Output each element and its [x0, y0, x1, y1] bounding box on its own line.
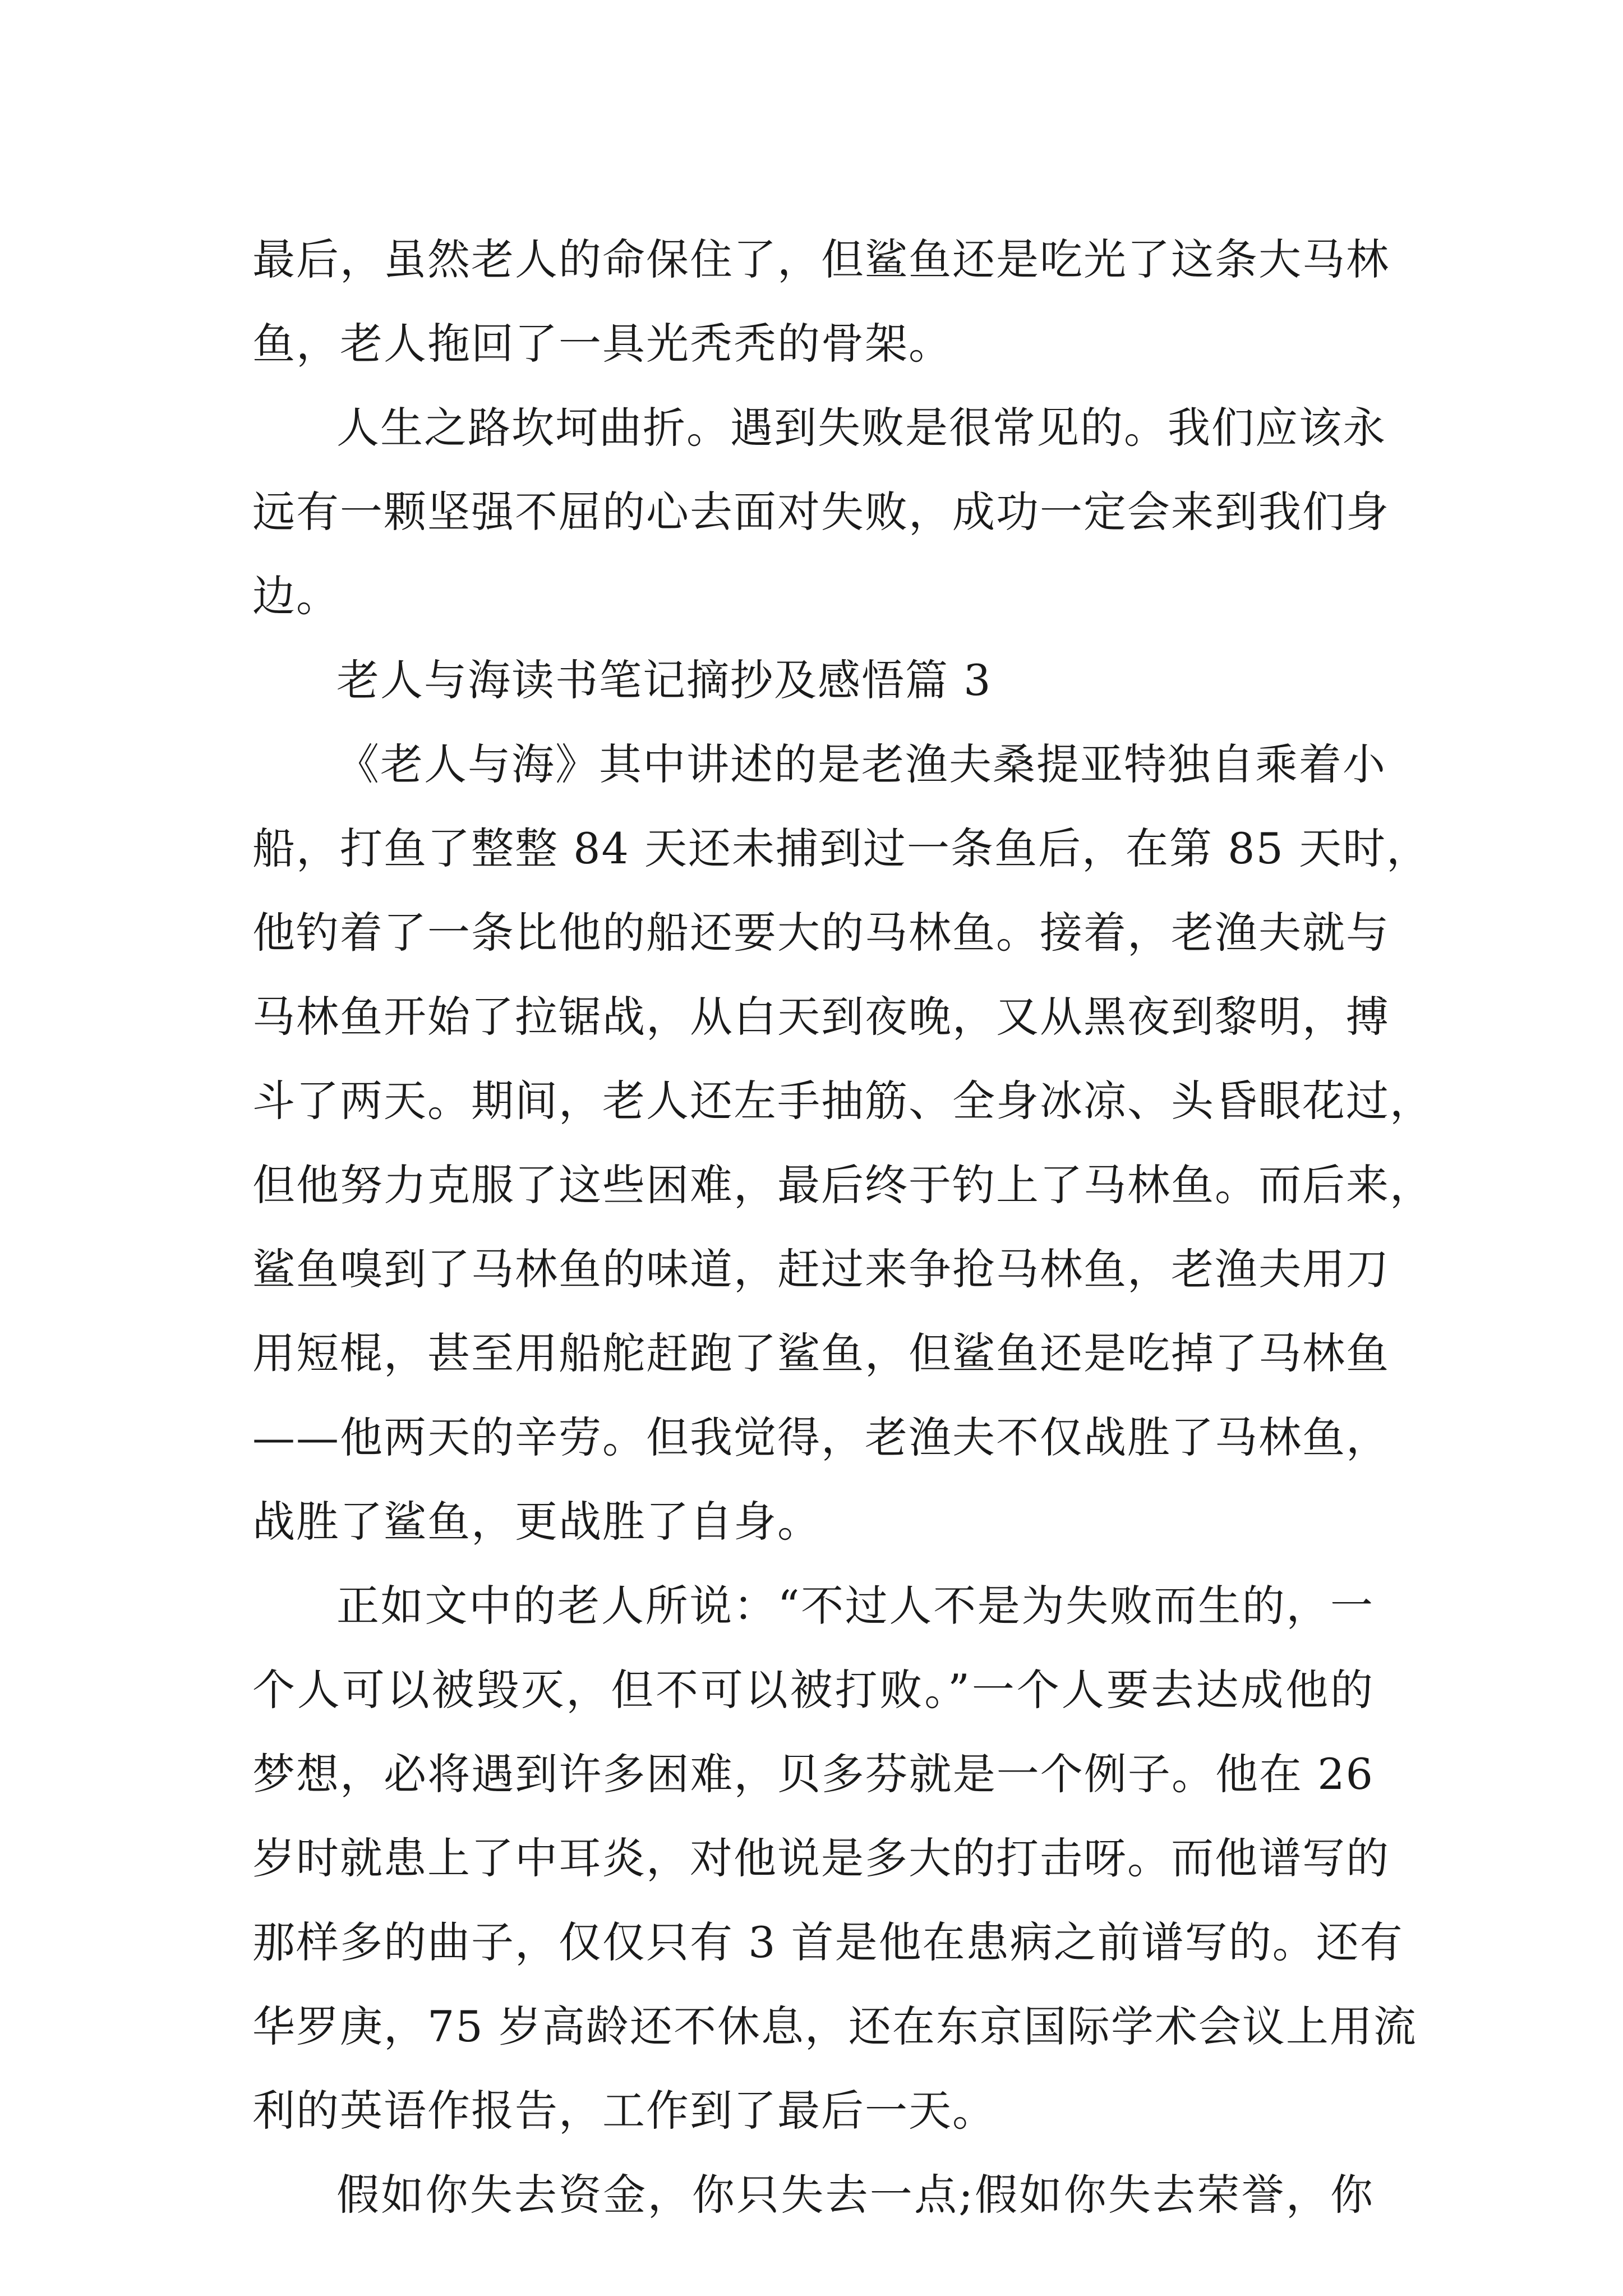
- paragraph-line: 鱼，老人拖回了一具光秃秃的骨架。: [252, 319, 952, 369]
- paragraph-line: 华罗庚，75 岁高龄还不休息，还在东京国际学术会议上用流: [252, 2001, 1417, 2051]
- paragraph-line: 他钓着了一条比他的船还要大的马林鱼。接着，老渔夫就与: [252, 908, 1390, 958]
- paragraph-line: 那样多的曲子，仅仅只有 3 首是他在患病之前谱写的。还有: [252, 1917, 1404, 1967]
- paragraph-line: 《老人与海》其中讲述的是老渔夫桑提亚特独自乘着小: [336, 739, 1386, 789]
- paragraph-line: 梦想，必将遇到许多困难，贝多芬就是一个例子。他在 26: [252, 1749, 1374, 1799]
- paragraph-line: 用短棍，甚至用船舵赶跑了鲨鱼，但鲨鱼还是吃掉了马林鱼: [252, 1328, 1390, 1378]
- paragraph-line: 岁时就患上了中耳炎，对他说是多大的打击呀。而他谱写的: [252, 1833, 1390, 1883]
- paragraph-line: 个人可以被毁灭，但不可以被打败。”一个人要去达成他的: [252, 1665, 1374, 1715]
- paragraph-line: ——他两天的辛劳。但我觉得，老渔夫不仅战胜了马林鱼，: [252, 1412, 1390, 1462]
- paragraph-line: 船，打鱼了整整 84 天还未捕到过一条鱼后，在第 85 天时，: [252, 823, 1431, 873]
- paragraph-line: 假如你失去资金，你只失去一点;假如你失去荣誉，你: [336, 2170, 1374, 2220]
- paragraph-line: 利的英语作报告，工作到了最后一天。: [252, 2086, 996, 2136]
- paragraph-line: 战胜了鲨鱼，更战胜了自身。: [252, 1497, 821, 1547]
- paragraph-line: 正如文中的老人所说：“不过人不是为失败而生的，一: [336, 1581, 1374, 1631]
- paragraph-line: 但他努力克服了这些困难，最后终于钓上了马林鱼。而后来，: [252, 1160, 1433, 1210]
- paragraph-line: 最后，虽然老人的命保住了，但鲨鱼还是吃光了这条大马林: [252, 234, 1390, 284]
- paragraph-line: 鲨鱼嗅到了马林鱼的味道，赶过来争抢马林鱼，老渔夫用刀: [252, 1244, 1390, 1294]
- paragraph-line: 斗了两天。期间，老人还左手抽筋、全身冰凉、头昏眼花过，: [252, 1076, 1433, 1126]
- paragraph-line: 边。: [252, 571, 340, 621]
- paragraph-line: 人生之路坎坷曲折。遇到失败是很常见的。我们应该永: [336, 403, 1386, 453]
- paragraph-line: 马林鱼开始了拉锯战，从白天到夜晚，又从黑夜到黎明，搏: [252, 992, 1390, 1042]
- section-heading: 老人与海读书笔记摘抄及感悟篇 3: [336, 655, 992, 705]
- paragraph-line: 远有一颗坚强不屈的心去面对失败，成功一定会来到我们身: [252, 487, 1390, 537]
